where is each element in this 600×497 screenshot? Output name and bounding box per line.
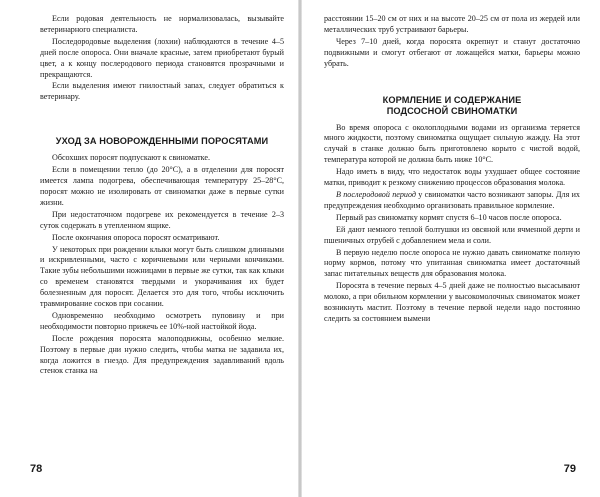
page-number: 79 (563, 463, 576, 475)
heading-line: КОРМЛЕНИЕ И СОДЕРЖАНИЕ (382, 94, 522, 105)
left-intro (40, 14, 284, 103)
page-number: 78 (30, 463, 43, 475)
paragraph-text: у свиноматки часто возникают запоры. Для их предупреждения необходимо организовать правильное кормление. (324, 189, 580, 210)
paragraph: Ей дают немного теплой болтушки из овсяной или ячменной дерти и пшеничных отрубей с добавлением мела и соли. (324, 224, 580, 245)
paragraph: Если родовая деятельность не нормализовалась, вызывайте ветеринарного специалиста. (40, 14, 284, 34)
paragraph: После окончания опороса поросят осматривают. (52, 232, 220, 242)
paragraph: После рождения поросята малоподвижны, особенно мелкие. Поэтому в первые дни нужно следить, чтобы матка не задавила их, когда ложится в гнездо. Для предупреждения задавливаний вдоль стенок станка на (40, 333, 284, 376)
paragraph: При недостаточном подогреве их рекомендуется в течение 2–3 суток содержать в утепленном ящике. (40, 209, 284, 230)
paragraph: Поросята в течение первых 4–5 дней даже не полностью высасывают молоко, а при обильном кормлении у высокомолочных свиноматок может возникнуть мастит. Поэтому в течение первой недели надо постоянно следить за состоянием вымени (324, 281, 580, 323)
paragraph: В первую неделю после опороса не нужно давать свиноматке полную норму кормов, потому что упитанная свиноматка имеет достаточный запас питательных веществ для образования молока. (324, 247, 580, 279)
section-heading-sow-feeding (324, 95, 580, 117)
paragraph: Если выделения имеют гнилостный запах, следует обратиться к ветеринару. (40, 81, 284, 102)
paragraph (324, 190, 580, 212)
paragraph: Первый раз свиноматку кормят спустя 6–10 часов после опороса. (336, 212, 562, 222)
paragraph: Одновременно необходимо осмотреть пуповину и при необходимости повторно прижечь ее 10%-ной настойкой йода. (40, 310, 284, 331)
paragraph: Последородовые выделения (лохии) наблюдаются в течение 4–5 дней после опороса. Они вначале красные, затем приобретают бурый цвет, а к концу послеродового периода становятся прозрачными и прекращаются. (40, 36, 284, 79)
right-body (324, 123, 580, 325)
paragraph: Если в помещении тепло (до 20°С), а в отделении для поросят имеется лампа подогрева, обеспечивающая температуру 25–28°С, поросят можно не изолировать от свиноматки даже в первые сутки жизни. (40, 165, 284, 207)
paragraph: Во время опороса с околоплодными водами из организма теряется много жидкости, поэтому свиноматка ощущает сильную жажду. На этот случай в станке должно быть приготовлено корыто с чистой водой, температура которой не должна быть ниже 10°С. (324, 122, 580, 165)
right-page (300, 0, 600, 497)
left-body (40, 153, 284, 377)
paragraph: расстоянии 15–20 см от них и на высоте 20–25 см от пола из жердей или металлических труб устраивают барьеры. (324, 14, 580, 34)
paragraph: У некоторых при рождении клыки могут быть слишком длинными и искривленными, часто с коричневыми или черными кончиками. Такие зубы небольшими ножницами в первые же сутки, так как клыки со временем становятся твердыми и укорачивания их будет болезненным для поросят. Делается это для того, чтобы исключить травмирование сосков при сосании. (40, 244, 284, 309)
paragraph: Через 7–10 дней, когда поросята окрепнут и станут достаточно подвижными и смогут отбегают от ложащейся матки, барьеры можно убрать. (324, 36, 580, 68)
heading-line: ПОДСОСНОЙ СВИНОМАТКИ (386, 105, 518, 116)
italic-phrase: В послеродовой период (336, 189, 416, 199)
right-intro (324, 14, 580, 70)
paragraph: Обсохших поросят подпускают к свиноматке. (52, 153, 211, 163)
paragraph: Надо иметь в виду, что недостаток воды ухудшает общее состояние матки, приводит к резкому снижению процессов образования молока. (324, 167, 580, 188)
section-heading-newborn-care: УХОД ЗА НОВОРОЖДЕННЫМИ ПОРОСЯТАМИ (55, 136, 269, 147)
